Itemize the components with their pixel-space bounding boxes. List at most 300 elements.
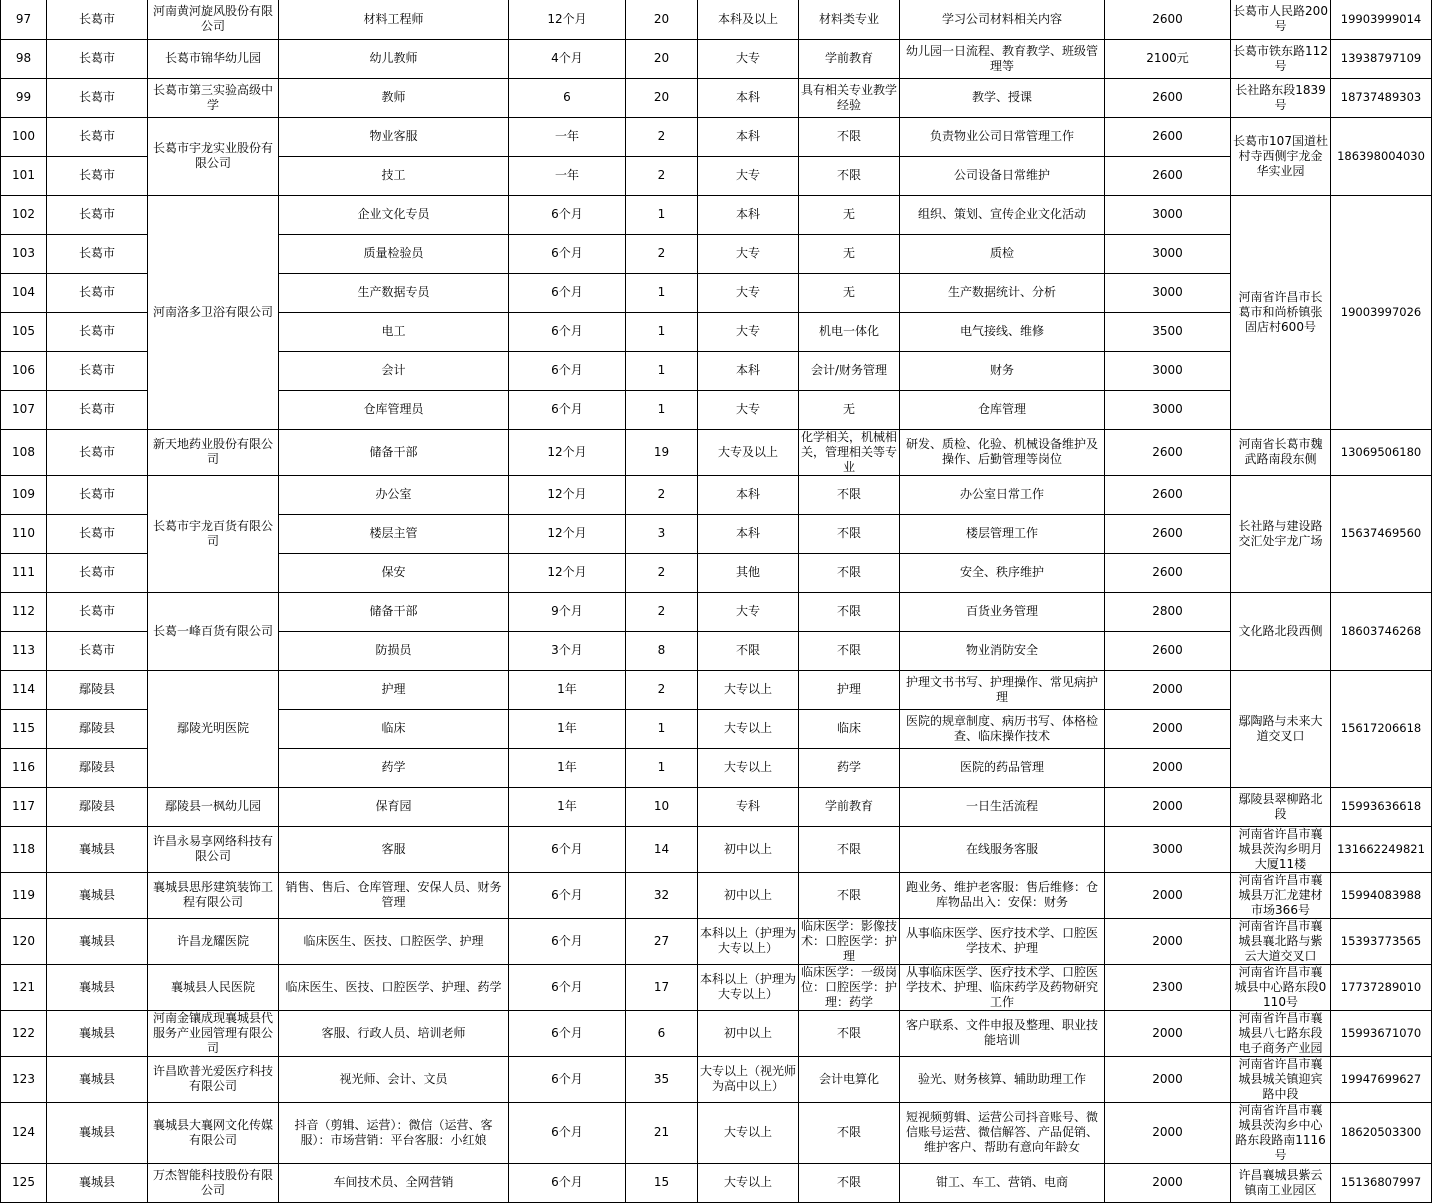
major: 不限 [799, 826, 900, 872]
major: 无 [799, 234, 900, 273]
count: 2 [626, 475, 698, 514]
count: 19 [626, 429, 698, 475]
content: 短视频剪辑、运营公司抖音账号、微信账号运营、微信解答、产品促销、维护客户、帮助有意向年龄女 [900, 1102, 1105, 1163]
salary: 2000 [1105, 787, 1231, 826]
content: 钳工、车工、营销、电商 [900, 1163, 1105, 1202]
count: 2 [626, 117, 698, 156]
address: 长葛市人民路200号 [1231, 0, 1331, 39]
count: 32 [626, 872, 698, 918]
table-row [1, 872, 1432, 918]
education: 初中以上 [698, 826, 799, 872]
education: 大专 [698, 156, 799, 195]
address: 河南省许昌市长葛市和尚桥镇张固店村600号 [1231, 195, 1331, 429]
content: 公司设备日常维护 [900, 156, 1105, 195]
position: 储备干部 [279, 592, 509, 631]
address: 长葛市107国道杜村寺西侧宇龙金华实业园 [1231, 117, 1331, 195]
company: 许昌欧普光爱医疗科技有限公司 [148, 1056, 279, 1102]
row-number: 111 [1, 553, 47, 592]
major: 不限 [799, 475, 900, 514]
position: 材料工程师 [279, 0, 509, 39]
phone: 186398004030 [1331, 117, 1432, 195]
region: 襄城县 [47, 1010, 148, 1056]
salary: 2000 [1105, 748, 1231, 787]
position: 客服、行政人员、培训老师 [279, 1010, 509, 1056]
content: 护理文书书写、护理操作、常见病护理 [900, 670, 1105, 709]
row-number: 115 [1, 709, 47, 748]
period: 12个月 [509, 0, 626, 39]
content: 物业消防安全 [900, 631, 1105, 670]
salary: 2600 [1105, 553, 1231, 592]
count: 17 [626, 964, 698, 1010]
salary: 2000 [1105, 1056, 1231, 1102]
row-number: 103 [1, 234, 47, 273]
count: 2 [626, 553, 698, 592]
company: 襄城县人民医院 [148, 964, 279, 1010]
region: 长葛市 [47, 312, 148, 351]
content: 医院的规章制度、病历书写、体格检查、临床操作技术 [900, 709, 1105, 748]
count: 2 [626, 156, 698, 195]
salary: 3000 [1105, 195, 1231, 234]
phone: 15637469560 [1331, 475, 1432, 592]
education: 大专 [698, 39, 799, 78]
company: 鄢陵县一枫幼儿园 [148, 787, 279, 826]
content: 学习公司材料相关内容 [900, 0, 1105, 39]
region: 襄城县 [47, 1102, 148, 1163]
region: 长葛市 [47, 592, 148, 631]
phone: 15617206618 [1331, 670, 1432, 787]
position: 临床 [279, 709, 509, 748]
position: 企业文化专员 [279, 195, 509, 234]
region: 襄城县 [47, 918, 148, 964]
region: 鄢陵县 [47, 709, 148, 748]
salary: 2800 [1105, 592, 1231, 631]
major: 不限 [799, 553, 900, 592]
period: 6个月 [509, 195, 626, 234]
address: 长社路与建设路交汇处宇龙广场 [1231, 475, 1331, 592]
education: 大专 [698, 273, 799, 312]
position: 物业客服 [279, 117, 509, 156]
region: 襄城县 [47, 964, 148, 1010]
period: 6个月 [509, 234, 626, 273]
region: 长葛市 [47, 156, 148, 195]
major: 临床医学：影像技术：口腔医学：护理 [799, 918, 900, 964]
row-number: 121 [1, 964, 47, 1010]
salary: 2000 [1105, 872, 1231, 918]
company: 长葛市第三实验高级中学 [148, 78, 279, 117]
major: 会计电算化 [799, 1056, 900, 1102]
region: 鄢陵县 [47, 670, 148, 709]
row-number: 124 [1, 1102, 47, 1163]
region: 襄城县 [47, 1056, 148, 1102]
company: 长葛一峰百货有限公司 [148, 592, 279, 670]
region: 长葛市 [47, 390, 148, 429]
company: 河南金镶成现襄城县代服务产业园管理有限公司 [148, 1010, 279, 1056]
row-number: 122 [1, 1010, 47, 1056]
major: 化学相关，机械相关，管理相关等专业 [799, 429, 900, 475]
salary: 3000 [1105, 826, 1231, 872]
salary: 2000 [1105, 670, 1231, 709]
region: 襄城县 [47, 872, 148, 918]
period: 4个月 [509, 39, 626, 78]
position: 护理 [279, 670, 509, 709]
education: 其他 [698, 553, 799, 592]
count: 1 [626, 390, 698, 429]
table-row [1, 475, 1432, 514]
education: 大专 [698, 312, 799, 351]
education: 大专以上 [698, 670, 799, 709]
content: 验光、财务核算、辅助助理工作 [900, 1056, 1105, 1102]
education: 本科以上（护理为大专以上） [698, 918, 799, 964]
major: 不限 [799, 1010, 900, 1056]
address: 许昌襄城县紫云镇南工业园区 [1231, 1163, 1331, 1202]
row-number: 102 [1, 195, 47, 234]
education: 本科 [698, 117, 799, 156]
period: 6 [509, 78, 626, 117]
major: 不限 [799, 872, 900, 918]
education: 初中以上 [698, 872, 799, 918]
position: 电工 [279, 312, 509, 351]
table-row [1, 670, 1432, 709]
row-number: 97 [1, 0, 47, 39]
salary: 2100元 [1105, 39, 1231, 78]
company: 许昌龙耀医院 [148, 918, 279, 964]
content: 从事临床医学、医疗技术学、口腔医学技术、护理、临床药学及药物研究工作 [900, 964, 1105, 1010]
region: 长葛市 [47, 475, 148, 514]
period: 6个月 [509, 872, 626, 918]
salary: 2600 [1105, 475, 1231, 514]
period: 9个月 [509, 592, 626, 631]
row-number: 119 [1, 872, 47, 918]
table-row [1, 0, 1432, 39]
period: 6个月 [509, 1163, 626, 1202]
education: 大专 [698, 234, 799, 273]
address: 河南省长葛市魏武路南段东侧 [1231, 429, 1331, 475]
count: 1 [626, 709, 698, 748]
period: 1年 [509, 670, 626, 709]
content: 财务 [900, 351, 1105, 390]
table-row [1, 195, 1432, 234]
education: 不限 [698, 631, 799, 670]
education: 大专 [698, 592, 799, 631]
position: 保安 [279, 553, 509, 592]
content: 安全、秩序维护 [900, 553, 1105, 592]
major: 机电一体化 [799, 312, 900, 351]
phone: 15993671070 [1331, 1010, 1432, 1056]
company: 长葛市锦华幼儿园 [148, 39, 279, 78]
salary: 2000 [1105, 1102, 1231, 1163]
major: 学前教育 [799, 787, 900, 826]
address: 河南省许昌市襄城县茨沟乡明月大厦11楼 [1231, 826, 1331, 872]
position: 储备干部 [279, 429, 509, 475]
company: 许昌永易享网络科技有限公司 [148, 826, 279, 872]
major: 护理 [799, 670, 900, 709]
period: 6个月 [509, 918, 626, 964]
salary: 2600 [1105, 156, 1231, 195]
salary: 2600 [1105, 0, 1231, 39]
major: 无 [799, 390, 900, 429]
education: 本科 [698, 78, 799, 117]
major: 临床 [799, 709, 900, 748]
salary: 2600 [1105, 514, 1231, 553]
period: 6个月 [509, 1102, 626, 1163]
major: 不限 [799, 592, 900, 631]
region: 鄢陵县 [47, 787, 148, 826]
period: 12个月 [509, 553, 626, 592]
period: 6个月 [509, 351, 626, 390]
position: 视光师、会计、文员 [279, 1056, 509, 1102]
content: 负责物业公司日常管理工作 [900, 117, 1105, 156]
content: 教学、授课 [900, 78, 1105, 117]
period: 12个月 [509, 514, 626, 553]
salary: 2300 [1105, 964, 1231, 1010]
phone: 13069506180 [1331, 429, 1432, 475]
address: 河南省许昌市襄城县城关镇迎宾路中段 [1231, 1056, 1331, 1102]
major: 不限 [799, 156, 900, 195]
company: 鄢陵光明医院 [148, 670, 279, 787]
address: 鄢陵县翠柳路北段 [1231, 787, 1331, 826]
education: 大专 [698, 390, 799, 429]
phone: 18603746268 [1331, 592, 1432, 670]
company: 长葛市宇龙百货有限公司 [148, 475, 279, 592]
count: 1 [626, 748, 698, 787]
phone: 15136807997 [1331, 1163, 1432, 1202]
phone: 19903999014 [1331, 0, 1432, 39]
salary: 3500 [1105, 312, 1231, 351]
region: 长葛市 [47, 117, 148, 156]
education: 大专以上 [698, 1163, 799, 1202]
region: 长葛市 [47, 0, 148, 39]
content: 一日生活流程 [900, 787, 1105, 826]
major: 药学 [799, 748, 900, 787]
position: 临床医生、医技、口腔医学、护理 [279, 918, 509, 964]
salary: 3000 [1105, 234, 1231, 273]
row-number: 98 [1, 39, 47, 78]
major: 材料类专业 [799, 0, 900, 39]
address: 鄢陶路与未来大道交叉口 [1231, 670, 1331, 787]
table-row [1, 1056, 1432, 1102]
count: 20 [626, 78, 698, 117]
salary: 2600 [1105, 78, 1231, 117]
salary: 2600 [1105, 631, 1231, 670]
company: 新天地药业股份有限公司 [148, 429, 279, 475]
content: 办公室日常工作 [900, 475, 1105, 514]
row-number: 107 [1, 390, 47, 429]
phone: 131662249821 [1331, 826, 1432, 872]
row-number: 125 [1, 1163, 47, 1202]
address: 河南省许昌市襄城县中心路东段0110号 [1231, 964, 1331, 1010]
position: 会计 [279, 351, 509, 390]
count: 1 [626, 195, 698, 234]
salary: 2000 [1105, 1163, 1231, 1202]
content: 电气接线、维修 [900, 312, 1105, 351]
content: 从事临床医学、医疗技术学、口腔医学技术、护理 [900, 918, 1105, 964]
position: 抖音（剪辑、运营）：微信（运营、客服）：市场营销：平台客服：小红娘 [279, 1102, 509, 1163]
row-number: 120 [1, 918, 47, 964]
row-number: 123 [1, 1056, 47, 1102]
region: 长葛市 [47, 273, 148, 312]
address: 文化路北段西侧 [1231, 592, 1331, 670]
period: 6个月 [509, 826, 626, 872]
content: 客户联系、文件申报及整理、职业技能培训 [900, 1010, 1105, 1056]
position: 药学 [279, 748, 509, 787]
salary: 2000 [1105, 709, 1231, 748]
row-number: 112 [1, 592, 47, 631]
company: 河南黄河旋风股份有限公司 [148, 0, 279, 39]
education: 大专以上 [698, 709, 799, 748]
count: 20 [626, 39, 698, 78]
region: 鄢陵县 [47, 748, 148, 787]
content: 楼层管理工作 [900, 514, 1105, 553]
count: 6 [626, 1010, 698, 1056]
count: 20 [626, 0, 698, 39]
count: 1 [626, 351, 698, 390]
row-number: 116 [1, 748, 47, 787]
phone: 19003997026 [1331, 195, 1432, 429]
period: 6个月 [509, 1056, 626, 1102]
phone: 15393773565 [1331, 918, 1432, 964]
education: 本科 [698, 475, 799, 514]
phone: 17737289010 [1331, 964, 1432, 1010]
phone: 13938797109 [1331, 39, 1432, 78]
row-number: 105 [1, 312, 47, 351]
row-number: 117 [1, 787, 47, 826]
period: 6个月 [509, 964, 626, 1010]
position: 教师 [279, 78, 509, 117]
content: 百货业务管理 [900, 592, 1105, 631]
major: 临床医学：一级岗位：口腔医学：护理：药学 [799, 964, 900, 1010]
region: 长葛市 [47, 234, 148, 273]
count: 1 [626, 312, 698, 351]
table-row [1, 826, 1432, 872]
region: 长葛市 [47, 39, 148, 78]
row-number: 113 [1, 631, 47, 670]
count: 35 [626, 1056, 698, 1102]
count: 10 [626, 787, 698, 826]
table-body [1, 0, 1432, 1202]
position: 办公室 [279, 475, 509, 514]
major: 具有相关专业教学经验 [799, 78, 900, 117]
address: 长葛市铁东路112号 [1231, 39, 1331, 78]
table-row [1, 787, 1432, 826]
position: 销售、售后、仓库管理、安保人员、财务管理 [279, 872, 509, 918]
position: 保育园 [279, 787, 509, 826]
major: 无 [799, 195, 900, 234]
period: 1年 [509, 787, 626, 826]
address: 河南省许昌市襄城县襄北路与紫云大道交叉口 [1231, 918, 1331, 964]
address: 河南省许昌市襄城县茨沟乡中心路东段路南1116号 [1231, 1102, 1331, 1163]
table-row [1, 1163, 1432, 1202]
content: 仓库管理 [900, 390, 1105, 429]
position: 车间技术员、全网营销 [279, 1163, 509, 1202]
period: 12个月 [509, 429, 626, 475]
region: 长葛市 [47, 351, 148, 390]
position: 幼儿教师 [279, 39, 509, 78]
row-number: 100 [1, 117, 47, 156]
address: 河南省许昌市襄城县万汇龙建材市场366号 [1231, 872, 1331, 918]
position: 防损员 [279, 631, 509, 670]
row-number: 101 [1, 156, 47, 195]
period: 6个月 [509, 312, 626, 351]
content: 质检 [900, 234, 1105, 273]
region: 襄城县 [47, 1163, 148, 1202]
row-number: 118 [1, 826, 47, 872]
count: 2 [626, 234, 698, 273]
major: 不限 [799, 1102, 900, 1163]
period: 6个月 [509, 273, 626, 312]
company: 长葛市宇龙实业股份有限公司 [148, 117, 279, 195]
position: 客服 [279, 826, 509, 872]
salary: 2000 [1105, 1010, 1231, 1056]
row-number: 99 [1, 78, 47, 117]
salary: 2600 [1105, 429, 1231, 475]
position: 临床医生、医技、口腔医学、护理、药学 [279, 964, 509, 1010]
table-row [1, 39, 1432, 78]
row-number: 106 [1, 351, 47, 390]
count: 2 [626, 670, 698, 709]
education: 大专以上 [698, 1102, 799, 1163]
table-row [1, 117, 1432, 156]
major: 不限 [799, 514, 900, 553]
table-row [1, 1102, 1432, 1163]
row-number: 108 [1, 429, 47, 475]
content: 跑业务、维护老客服：售后维修：仓库物品出入：安保：财务 [900, 872, 1105, 918]
period: 6个月 [509, 1010, 626, 1056]
education: 大专以上 [698, 748, 799, 787]
period: 6个月 [509, 390, 626, 429]
table-row [1, 1010, 1432, 1056]
phone: 15993636618 [1331, 787, 1432, 826]
table-row [1, 964, 1432, 1010]
salary: 3000 [1105, 390, 1231, 429]
company: 万杰智能科技股份有限公司 [148, 1163, 279, 1202]
count: 2 [626, 592, 698, 631]
region: 长葛市 [47, 553, 148, 592]
phone: 18620503300 [1331, 1102, 1432, 1163]
position: 生产数据专员 [279, 273, 509, 312]
table-row [1, 78, 1432, 117]
education: 本科 [698, 195, 799, 234]
position: 仓库管理员 [279, 390, 509, 429]
content: 组织、策划、宣传企业文化活动 [900, 195, 1105, 234]
count: 27 [626, 918, 698, 964]
position: 楼层主管 [279, 514, 509, 553]
table-row [1, 429, 1432, 475]
position: 质量检验员 [279, 234, 509, 273]
period: 12个月 [509, 475, 626, 514]
region: 长葛市 [47, 514, 148, 553]
company: 襄城县思彤建筑装饰工程有限公司 [148, 872, 279, 918]
content: 生产数据统计、分析 [900, 273, 1105, 312]
count: 15 [626, 1163, 698, 1202]
position: 技工 [279, 156, 509, 195]
address: 河南省许昌市襄城县八七路东段电子商务产业园 [1231, 1010, 1331, 1056]
region: 长葛市 [47, 195, 148, 234]
content: 医院的药品管理 [900, 748, 1105, 787]
content: 研发、质检、化验、机械设备维护及操作、后勤管理等岗位 [900, 429, 1105, 475]
row-number: 109 [1, 475, 47, 514]
major: 会计/财务管理 [799, 351, 900, 390]
salary: 3000 [1105, 351, 1231, 390]
region: 襄城县 [47, 826, 148, 872]
row-number: 104 [1, 273, 47, 312]
major: 不限 [799, 1163, 900, 1202]
period: 1年 [509, 748, 626, 787]
major: 学前教育 [799, 39, 900, 78]
salary: 2000 [1105, 918, 1231, 964]
education: 本科以上（护理为大专以上） [698, 964, 799, 1010]
company: 襄城县大襄网文化传媒有限公司 [148, 1102, 279, 1163]
period: 一年 [509, 117, 626, 156]
